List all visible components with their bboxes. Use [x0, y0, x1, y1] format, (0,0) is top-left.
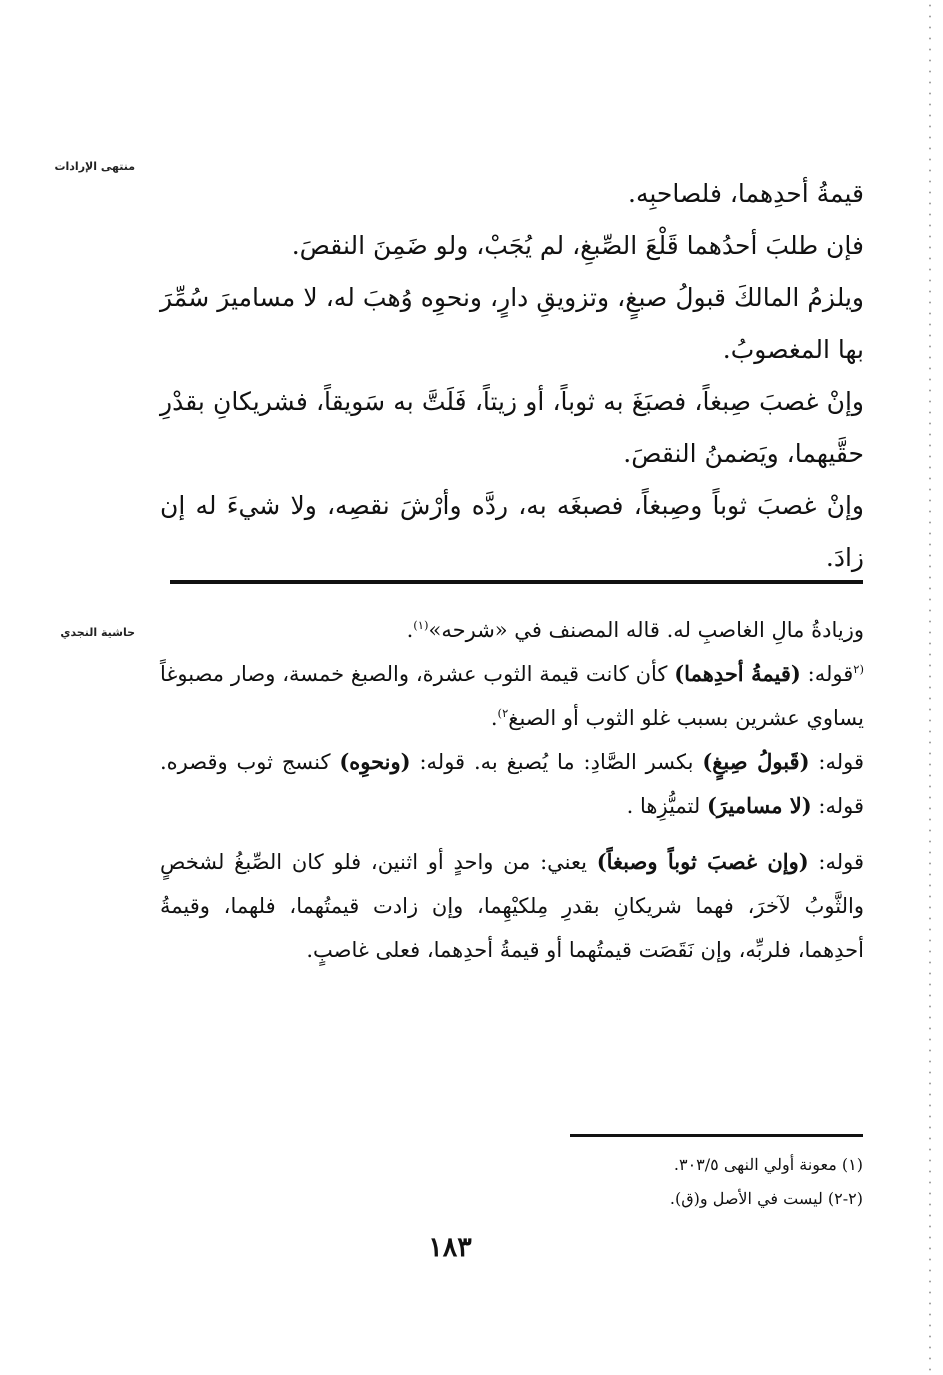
commentary-term: (قَبولُ صِبغٍ) — [702, 749, 810, 774]
commentary-paragraph-4 — [160, 840, 864, 972]
footnote-2: (٢-٢) ليست في الأصل و(ق). — [669, 1189, 863, 1208]
commentary-text: كنسج ثوب وقصره. قوله: — [160, 750, 864, 818]
footnote-ref: (٢ — [853, 662, 864, 676]
footnote-ref: (١) — [413, 618, 429, 632]
footnote-ref: ٢) — [497, 706, 509, 720]
commentary-text: . — [490, 706, 498, 730]
commentary-text: يعني: من واحدٍ أو اثنين، فلو كان الصِّبغُ لشخصٍ والثَّوبُ لآخرَ، فهما شريكانِ بقدرِ مِلكيْهِما، وإن زادت قيمتُهما، فلهما، وقيمةُ أحدِهما، فلربِّه، وإن نَقَصَت قيمتُهما أو قيمةُ أحدِهما، فعلى غاصبٍ. — [160, 850, 864, 962]
main-paragraph-1: قيمةُ أحدِهما، فلصاحبِه. — [628, 179, 864, 208]
commentary-paragraph-1 — [160, 608, 864, 652]
footnote-divider — [570, 1134, 863, 1137]
page-number: ١٨٣ — [428, 1232, 472, 1263]
commentary-term: (لا مساميرَ) — [706, 793, 812, 818]
main-paragraph-2: فإن طلبَ أحدُهما قَلْعَ الصِّبغِ، لم يُجَبْ، ولو ضَمِنَ النقصَ. — [291, 231, 864, 260]
commentary-text: وزيادةُ مالِ الغاصبِ له. قاله المصنف في «شرحه» — [428, 618, 864, 642]
commentary-text: بكسر الصَّادِ: ما يُصبغ به. قوله: — [410, 750, 703, 774]
commentary-text: كأن كانت قيمة الثوب عشرة، والصبغ خمسة، وصار مصبوغاً يساوي عشرين بسبب غلو الثوب أو الصبغ — [160, 662, 864, 730]
main-paragraph-4: وإنْ غصبَ صِبغاً، فصبَغَ به ثوباً، أو زيتاً، فَلَتَّ به سَويقاً، فشريكانِ بقدْرِ حقَّيهما، ويَضمنُ النقصَ. — [160, 387, 864, 468]
commentary-text: قوله: — [809, 750, 864, 774]
footnotes-block — [670, 1148, 863, 1216]
commentary-text: قوله: — [808, 850, 864, 874]
main-text-block — [160, 168, 864, 584]
footnote-1: (١) معونة أولي النهى ٣٠٣/٥. — [673, 1155, 863, 1174]
commentary-text: قوله: — [800, 662, 854, 686]
section-divider — [170, 580, 863, 584]
commentary-term: (قيمةُ أحدِهما) — [674, 661, 801, 686]
commentary-term: (ونحوِه) — [339, 749, 411, 774]
commentary-term: (وإن غصبَ ثوباً وصبغاً) — [596, 849, 809, 874]
commentary-block — [160, 608, 864, 972]
commentary-text: لتميُّزِها . — [626, 794, 707, 818]
main-paragraph-3: ويلزمُ المالكَ قبولُ صبغٍ، وتزويقِ دارٍ، ونحوِه وُهبَ له، لا مساميرَ سُمِّرَ بها المغصوبُ. — [160, 283, 864, 364]
commentary-paragraph-3 — [160, 740, 864, 828]
main-paragraph-5: وإنْ غصبَ ثوباً وصِبغاً، فصبغَه به، ردَّه وأرْشَ نقصِه، ولا شيءَ له إن زادَ. — [160, 491, 864, 572]
commentary-title-label: حاشية النجدي — [60, 626, 135, 639]
book-title-label: منتهى الإرادات — [54, 160, 135, 173]
commentary-paragraph-2 — [160, 652, 864, 740]
commentary-text: . — [406, 618, 414, 642]
scan-edge-dots — [928, 0, 932, 1375]
